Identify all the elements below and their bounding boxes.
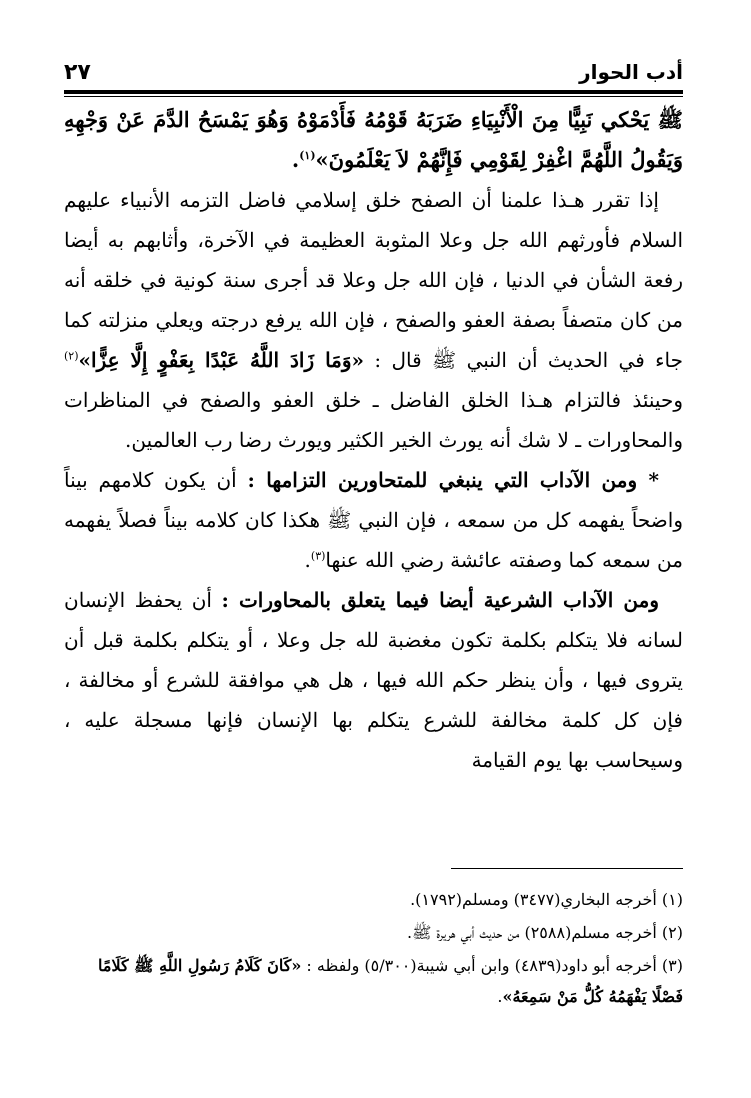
paragraph-forgiveness-text-a: إذا تقرر هـذا علمنا أن الصفح خلق إسلامي فاضل التزمه الأنبياء عليهم السلام فأورثهم الله جل وعلا المثوبة العظيمة في الآخرة، وأثابهم به أيضا رفعة الشأن في الدنيا ، فإن الله جل وعلا قد أجرى سنة كونية في خلقه أنه من كان متصفاً بصفة العفو والصفح ، فإن الله يرفع درجته ويعلي منزلته كما جاء في الحديث أن النبي ﷺ قال : <box>64 188 683 372</box>
header-rule-thin <box>64 96 683 97</box>
footnote-3-end: . <box>497 987 503 1006</box>
paragraph-forgiveness <box>64 180 683 460</box>
paragraph-clear-speech <box>64 460 683 580</box>
hadith-end: . <box>291 147 300 172</box>
footnotes <box>64 884 683 1014</box>
footnote-1: (١) أخرجه البخاري(٣٤٧٧) ومسلم(١٧٩٢). <box>410 890 683 909</box>
guard-tongue-heading: ومن الآداب الشرعية أيضا فيما يتعلق بالمحاورات : <box>221 588 660 612</box>
footnote-ref-1: (١) <box>299 149 316 162</box>
paragraph-forgiveness-text-b: وحينئذ فالتزام هـذا الخلق الفاضل ـ خلق العفو والصفح في المناظرات والمحاورات ـ لا شك أنه يورث الخير الكثير ويورث رضا رب العالمين. <box>64 388 683 452</box>
hadith-quote-forgiveness: «وَمَا زَادَ اللَّهُ عَبْدًا بِعَفْوٍ إِلَّا عِزًّا» <box>78 348 365 372</box>
guard-tongue-text: أن يحفظ الإنسان لسانه فلا يتكلم بكلمة تكون مغضبة لله جل وعلا ، أو يتكلم بكلمة قبل أن يتروى فيها ، وأن ينظر حكم الله فيها ، هل هي موافقة للشرع أو مخالفة ، فإن كل كلمة مخالفة للشرع يتكلم بها الإنسان فإنها مسجلة عليه ، وسيحاسب بها يوم القيامة <box>64 588 684 772</box>
clear-speech-end: . <box>304 548 311 572</box>
paragraph-guard-tongue <box>64 580 683 780</box>
footnote-ref-2: (٢) <box>64 349 79 363</box>
header-rule-thick <box>64 90 683 94</box>
clear-speech-heading: * ومن الآداب التي ينبغي للمتحاورين التزامها : <box>247 468 660 492</box>
page-header <box>64 58 683 88</box>
footnote-ref-3: (٣) <box>310 549 326 563</box>
footnote-3-source: (٣) أخرجه أبو داود(٤٨٣٩) وابن أبي شيبة(٥/٣٠٠) ولفظه : <box>301 956 683 975</box>
hadith-paragraph <box>64 100 683 180</box>
footnote-2: (٢) أخرجه مسلم(٢٥٨٨) من حديث أبي هريرة ﷺ. <box>407 923 683 942</box>
running-title: أدب الحوار <box>579 60 683 84</box>
footnote-3-quote: «كَانَ كَلَامُ رَسُولِ اللَّهِ ﷺ كَلَامًا فَصْلًا يَفْهَمُهُ كُلُّ مَنْ سَمِعَهُ» <box>98 956 683 1006</box>
page-number: ٢٧ <box>64 60 91 85</box>
hadith-text: ﷺ يَحْكي نَبِيًّا مِنَ الْأَنْبِيَاءِ ضَرَبَهُ قَوْمُهُ فَأَدْمَوْهُ وَهُوَ يَمْسَحُ الدَّمَ عَنْ وَجْهِهِ وَيَقُولُ اللَّهُمَّ اغْفِرْ لِقَوْمِي فَإِنَّهُمْ لاَ يَعْلَمُونَ» <box>64 107 683 172</box>
footnote-separator <box>451 868 683 869</box>
main-text <box>64 100 683 780</box>
footnote-3 <box>64 950 683 1012</box>
clear-speech-text: أن يكون كلامهم بيناً واضحاً يفهمه كل من سمعه ، فإن النبي ﷺ هكذا كان كلامه بيناً فصلاً يفهمه من سمعه كما وصفته عائشة رضي الله عنها <box>64 468 683 572</box>
